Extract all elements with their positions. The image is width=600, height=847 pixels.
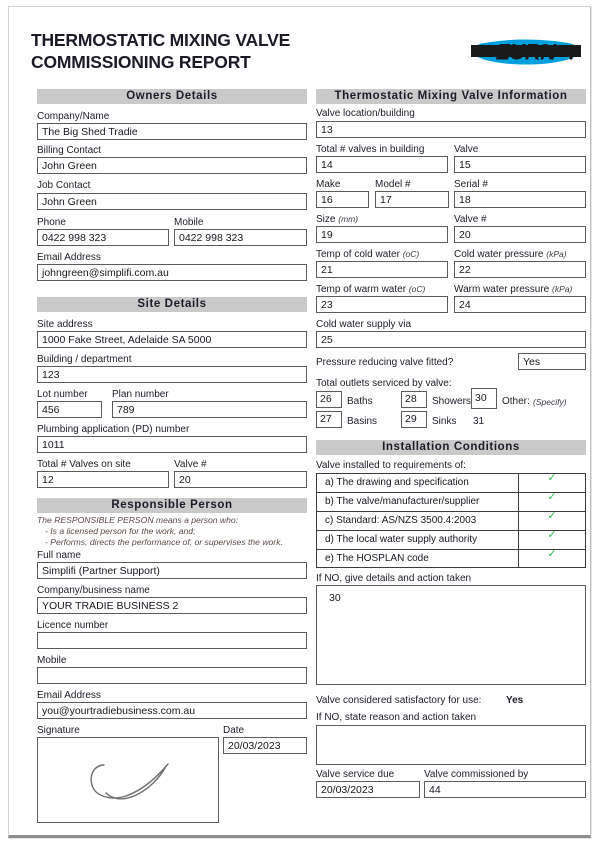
- label-valve: Valve: [454, 144, 479, 155]
- label-licence-number: Licence number: [37, 620, 109, 631]
- field-model-number[interactable]: 17: [375, 191, 449, 208]
- field-company-business-name[interactable]: YOUR TRADIE BUSINESS 2: [37, 597, 307, 614]
- label-size-unit: (mm): [338, 214, 359, 224]
- label-mobile: Mobile: [174, 217, 204, 228]
- field-pd-number[interactable]: 1011: [37, 436, 307, 453]
- label-email: Email Address: [37, 252, 101, 263]
- field-outlet-showers-count[interactable]: 28: [401, 391, 427, 408]
- page-title-line2: COMMISSIONING REPORT: [31, 52, 251, 73]
- page-title-line1: THERMOSTATIC MIXING VALVE: [31, 30, 291, 50]
- responsible-person-note-line2: - Is a licensed person for the work, and;: [45, 526, 196, 536]
- table-row: [316, 473, 586, 492]
- field-phone[interactable]: 0422 998 323: [37, 229, 169, 246]
- check-icon: ✓: [547, 548, 557, 560]
- section-header-installation-conditions: Installation Conditions: [316, 440, 586, 455]
- label-total-outlets: Total outlets serviced by valve:: [316, 378, 452, 389]
- label-outlet-other-specify: (Specify): [533, 397, 567, 407]
- field-billing-contact[interactable]: John Green: [37, 157, 307, 174]
- field-date[interactable]: 20/03/2023: [223, 737, 307, 754]
- check-icon: ✓: [547, 510, 557, 522]
- field-site-valve-number[interactable]: 20: [174, 471, 307, 488]
- requirement-label-d: d) The local water supply authority: [316, 530, 519, 549]
- label-rp-email: Email Address: [37, 690, 101, 701]
- field-outlet-sinks-count[interactable]: 29: [401, 411, 427, 428]
- requirement-label-a: a) The drawing and specification: [316, 473, 519, 492]
- label-company-business-name: Company/business name: [37, 585, 150, 596]
- label-outlet-sinks: Sinks: [432, 416, 457, 427]
- field-total-valves-on-site[interactable]: 12: [37, 471, 169, 488]
- label-temp-warm-water-unit: (oC): [408, 284, 426, 294]
- field-job-contact[interactable]: John Green: [37, 193, 307, 210]
- report-page: [8, 6, 591, 838]
- label-billing-contact: Billing Contact: [37, 145, 101, 156]
- field-lot-number[interactable]: 456: [37, 401, 102, 418]
- label-cold-water-pressure: [454, 249, 567, 260]
- field-email[interactable]: johngreen@simplifi.com.au: [37, 264, 307, 281]
- section-header-site-details: Site Details: [37, 297, 307, 312]
- label-site-valve-number: Valve #: [174, 459, 207, 470]
- requirement-check-d[interactable]: [519, 530, 586, 549]
- responsible-person-note-line1: The RESPONSIBLE PERSON means a person who:: [37, 515, 239, 525]
- label-make: Make: [316, 179, 341, 190]
- field-rp-mobile[interactable]: [37, 667, 307, 684]
- field-full-name[interactable]: Simplifi (Partner Support): [37, 562, 307, 579]
- label-outlet-other: Other:: [502, 396, 530, 407]
- installation-conditions-table: [316, 473, 586, 568]
- field-if-no-state-reason[interactable]: [316, 725, 586, 765]
- requirement-label-c: c) Standard: AS/NZS 3500.4:2003: [316, 511, 519, 530]
- signature-ink: [38, 738, 218, 822]
- label-cold-water-pressure-unit: (kPa): [546, 249, 567, 259]
- label-phone: Phone: [37, 217, 66, 228]
- page-title: [31, 29, 331, 74]
- label-outlet-showers: Showers: [432, 396, 471, 407]
- label-company-name: Company/Name: [37, 111, 110, 122]
- label-site-address: Site address: [37, 319, 93, 330]
- field-outlet-other-text[interactable]: 31: [473, 416, 485, 427]
- label-if-no-state-reason: If NO, state reason and action taken: [316, 712, 477, 723]
- label-temp-cold-water: [316, 249, 419, 260]
- field-warm-water-pressure[interactable]: 24: [454, 296, 586, 313]
- label-temp-cold-water-unit: (oC): [402, 249, 420, 259]
- label-serial-number: Serial #: [454, 179, 488, 190]
- label-model-number: Model #: [375, 179, 411, 190]
- svg-text:ZURN: ZURN: [496, 39, 556, 65]
- label-valve-number: Valve #: [454, 214, 487, 225]
- zurn-logo: [471, 31, 581, 71]
- label-warm-water-pressure: [454, 284, 572, 295]
- label-plan-number: Plan number: [112, 389, 169, 400]
- label-warm-water-pressure-unit: (kPa): [552, 284, 573, 294]
- field-serial-number[interactable]: 18: [454, 191, 586, 208]
- label-rp-mobile: Mobile: [37, 655, 67, 666]
- label-valve-service-due: Valve service due: [316, 769, 395, 780]
- label-warm-water-pressure-text: Warm water pressure: [454, 284, 550, 295]
- field-total-valves-in-building[interactable]: 14: [316, 156, 448, 173]
- field-building-department[interactable]: 123: [37, 366, 307, 383]
- field-temp-warm-water[interactable]: 23: [316, 296, 448, 313]
- label-cold-water-supply-via: Cold water supply via: [316, 319, 412, 330]
- label-temp-warm-water: [316, 284, 425, 295]
- table-row: [316, 511, 586, 530]
- label-temp-cold-water-text: Temp of cold water: [316, 249, 400, 260]
- table-row: [316, 530, 586, 549]
- value-valve-satisfactory: Yes: [506, 695, 524, 706]
- label-date: Date: [223, 725, 245, 736]
- label-temp-warm-water-text: Temp of warm water: [316, 284, 407, 295]
- signature-pad[interactable]: [37, 737, 219, 823]
- label-outlet-baths: Baths: [347, 396, 373, 407]
- label-total-valves-in-building: Total # valves in building: [316, 144, 425, 155]
- label-outlet-basins: Basins: [347, 416, 378, 427]
- field-size[interactable]: 19: [316, 226, 448, 243]
- field-site-address[interactable]: 1000 Fake Street, Adelaide SA 5000: [37, 331, 307, 348]
- field-company-name[interactable]: The Big Shed Tradie: [37, 123, 307, 140]
- field-valve-location[interactable]: 13: [316, 121, 586, 138]
- field-pressure-reducing-valve[interactable]: Yes: [518, 353, 586, 370]
- label-cold-water-pressure-text: Cold water pressure: [454, 249, 544, 260]
- field-outlet-basins-count[interactable]: 27: [316, 411, 342, 428]
- field-valve-service-due[interactable]: 20/03/2023: [316, 781, 420, 798]
- field-if-no-give-details[interactable]: 30: [316, 585, 586, 685]
- requirement-check-e[interactable]: [519, 549, 586, 568]
- field-cold-water-pressure[interactable]: 22: [454, 261, 586, 278]
- label-full-name: Full name: [37, 550, 81, 561]
- field-make[interactable]: 16: [316, 191, 369, 208]
- label-total-valves-on-site: Total # Valves on site: [37, 459, 131, 470]
- label-pd-number: Plumbing application (PD) number: [37, 424, 190, 435]
- requirement-check-c[interactable]: [519, 511, 586, 530]
- field-cold-water-supply-via[interactable]: 25: [316, 331, 586, 348]
- label-valve-commissioned-by: Valve commissioned by: [424, 769, 529, 780]
- section-header-owners-details: Owners Details: [37, 89, 307, 104]
- requirement-label-e: e) The HOSPLAN code: [316, 549, 519, 568]
- label-job-contact: Job Contact: [37, 180, 91, 191]
- label-size: [316, 214, 358, 225]
- check-icon: ✓: [547, 472, 557, 484]
- requirement-label-b: b) The valve/manufacturer/supplier: [316, 492, 519, 511]
- field-valve-number[interactable]: 20: [454, 226, 586, 243]
- label-valve-satisfactory: Valve considered satisfactory for use:: [316, 695, 482, 706]
- label-signature: Signature: [37, 725, 80, 736]
- label-valve-location: Valve location/building: [316, 108, 415, 119]
- field-plan-number[interactable]: 789: [112, 401, 307, 418]
- check-icon: ✓: [547, 491, 557, 503]
- label-pressure-reducing-valve: Pressure reducing valve fitted?: [316, 357, 454, 368]
- label-size-text: Size: [316, 214, 336, 225]
- field-mobile[interactable]: 0422 998 323: [174, 229, 307, 246]
- requirement-check-a[interactable]: [519, 473, 586, 492]
- table-row: [316, 549, 586, 568]
- field-outlet-baths-count[interactable]: 26: [316, 391, 342, 408]
- field-valve-commissioned-by[interactable]: 44: [424, 781, 586, 798]
- field-rp-email[interactable]: you@yourtradiebusiness.com.au: [37, 702, 307, 719]
- table-row: [316, 492, 586, 511]
- label-if-no-give-details: If NO, give details and action taken: [316, 573, 472, 584]
- label-building-department: Building / department: [37, 354, 132, 365]
- field-outlet-other-count[interactable]: 30: [471, 388, 497, 409]
- requirement-check-b[interactable]: [519, 492, 586, 511]
- responsible-person-note-line3: - Performs, directs the performance of, or supervises the work.: [45, 537, 283, 547]
- field-temp-cold-water[interactable]: 21: [316, 261, 448, 278]
- field-valve[interactable]: 15: [454, 156, 586, 173]
- label-valve-installed-requirements: Valve installed to requirements of:: [316, 460, 466, 471]
- section-header-valve-information: Thermostatic Mixing Valve Information: [316, 89, 586, 104]
- label-lot-number: Lot number: [37, 389, 88, 400]
- check-icon: ✓: [547, 529, 557, 541]
- section-header-responsible-person: Responsible Person: [37, 498, 307, 513]
- field-licence-number[interactable]: [37, 632, 307, 649]
